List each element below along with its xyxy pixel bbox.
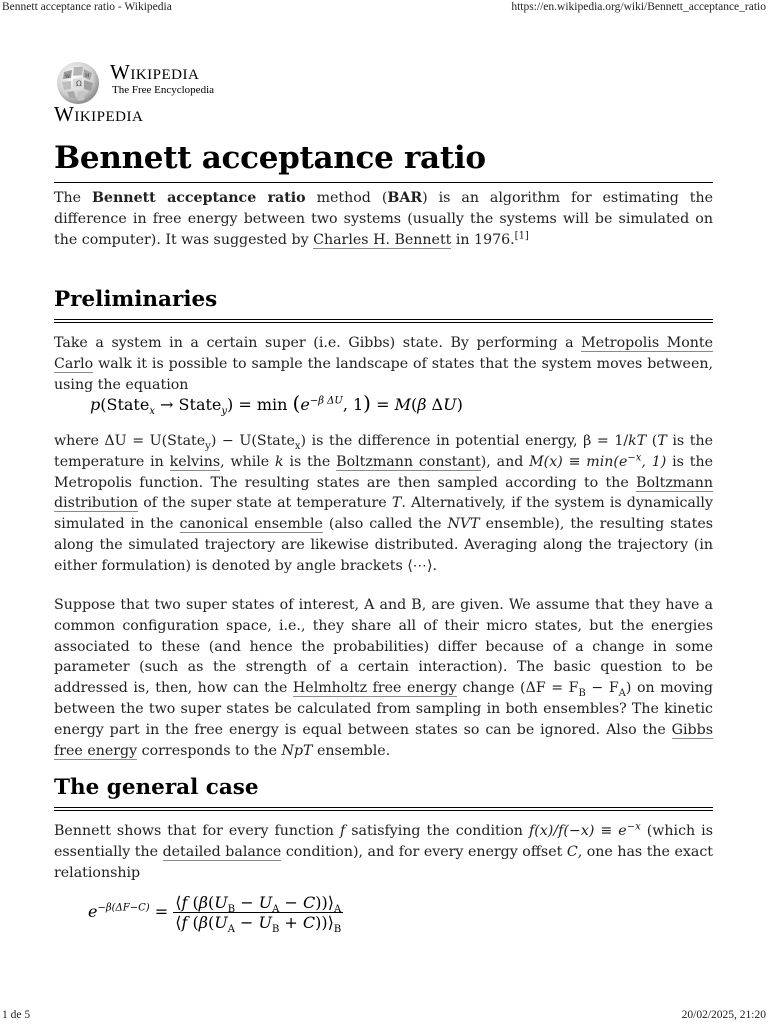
wikipedia-wordmark-secondary: Wikipedia	[54, 102, 144, 126]
prelim-paragraph-2: where ΔU = U(State$_y$) − U(State$_x$) is the difference in potential energy, β = 1/kT (T is the temperature in kelvins, while k is the Boltzmann constant), and $M(x) \equiv \min(e^{-x}$, 1) is the Metropolis function. The resulting states are then sampled according to the Boltzmann distribution of the super state at temperature T. Alternatively, if the system is dynamically simulated in the canonical ensemble (also called the NVT ensemble), the resulting states along the simulated trajectory are likewise distributed. Averaging along the trajectory (in either formulation) is denoted by angle brackets ⟨⋯⟩.	[54, 433, 714, 574]
wikipedia-wordmark: Wikipedia	[110, 60, 200, 84]
print-url: https://en.wikipedia.org/wiki/Bennett_acceptance_ratio	[511, 1, 766, 13]
heading-rule	[54, 807, 713, 808]
heading-general-case: The general case	[54, 775, 259, 800]
link-helmholtz-free-energy[interactable]: Helmholtz free energy	[292, 680, 457, 697]
heading-rule	[54, 319, 713, 320]
heading-preliminaries: Preliminaries	[54, 287, 218, 312]
svg-text:И: И	[85, 73, 90, 79]
link-canonical-ensemble[interactable]: canonical ensemble	[179, 516, 323, 533]
link-boltzmann-distribution[interactable]: Boltzmann distribution	[54, 474, 713, 512]
inline-math-condition: $f(x)/f(-x) \equiv e^{-x}$	[528, 821, 641, 839]
equation-bennett: $e^{-\beta(\Delta F-C)}$ = $\frac{⟨f (\beta(U_B - U_A - C))⟩_A}{⟨f (\beta(U_A - U_B + C))⟩_B}$	[88, 893, 342, 936]
print-datetime: 20/02/2025, 21:20	[681, 1009, 766, 1021]
link-detailed-balance[interactable]: detailed balance	[162, 843, 282, 860]
equation-fraction: $\frac{⟨f (\beta(U_B - U_A - C))⟩_A}{⟨f (\beta(U_A - U_B + C))⟩_B}$	[175, 893, 342, 936]
svg-text:Ω: Ω	[76, 80, 82, 88]
section-general-case	[54, 775, 713, 811]
general-paragraph-1: Bennett shows that for every function f satisfying the condition $f(x)/f(-x) \equiv e^{-x}$ (which is essentially the detailed balance condition), and for every energy offset C, one has the exact relationship	[54, 821, 714, 881]
section-preliminaries	[54, 287, 713, 323]
svg-text:W: W	[65, 74, 71, 80]
print-page-title: Bennett acceptance ratio - Wikipedia	[2, 1, 172, 13]
reference-1[interactable]: [1]	[514, 229, 529, 241]
link-charles-bennett[interactable]: Charles H. Bennett	[313, 231, 452, 248]
print-page-number: 1 de 5	[2, 1009, 31, 1021]
link-gibbs-free-energy[interactable]: Gibbs free energy	[54, 721, 713, 759]
wikipedia-tagline: The Free Encyclopedia	[112, 84, 215, 96]
print-footer	[0, 1008, 768, 1024]
heading-rule	[54, 810, 713, 811]
heading-rule	[54, 322, 713, 323]
page-title: Bennett acceptance ratio	[54, 140, 486, 176]
link-metropolis-monte-carlo[interactable]: Metropolis Monte Carlo	[54, 335, 713, 372]
print-header	[0, 0, 768, 16]
link-boltzmann-constant[interactable]: Boltzmann constant	[336, 453, 481, 470]
wikipedia-logo[interactable]	[54, 56, 304, 126]
bold-term: Bennett acceptance ratio	[91, 190, 306, 206]
title-divider	[54, 182, 713, 183]
link-kelvins[interactable]: kelvins	[169, 453, 221, 470]
prelim-paragraph-3: Suppose that two super states of interest, A and B, are given. We assume that they have a common configuration space, i.e., they share all of their micro states, but the energies associated to these (and hence the probabilities) differ because of a change in some parameter (such as the strength of a certain interaction). The basic question to be addressed is, then, how can the Helmholtz free energy change $(\Delta F = F_B - F_A)$ on moving between the two super states be calculated from sampling in both ensembles? The kinetic energy part in the free energy is equal between states so can be ignored. Also the Gibbs free energy corresponds to the NpT ensemble.	[54, 597, 713, 759]
bold-acronym: BAR	[387, 190, 423, 206]
prelim-paragraph-1: Take a system in a certain super (i.e. Gibbs) state. By performing a Metropolis Monte Carlo walk it is possible to sample the landscape of states that the system moves between, using the equation	[54, 335, 713, 393]
wikipedia-globe-icon	[54, 58, 102, 106]
inline-math-metropolis-function: $M(x) \equiv \min(e^{-x}$, 1)	[529, 452, 667, 470]
intro-paragraph: The Bennett acceptance ratio method (BAR) is an algorithm for estimating the difference in free energy between two systems (usually the systems will be simulated on the computer). It was suggested by Charles H. Bennett in 1976.[1]	[54, 190, 713, 248]
equation-metropolis: p(State$_x$ → State$_y$) = $\min (e^{-\beta \Delta U}$, 1) = M(β ΔU)	[90, 391, 463, 418]
